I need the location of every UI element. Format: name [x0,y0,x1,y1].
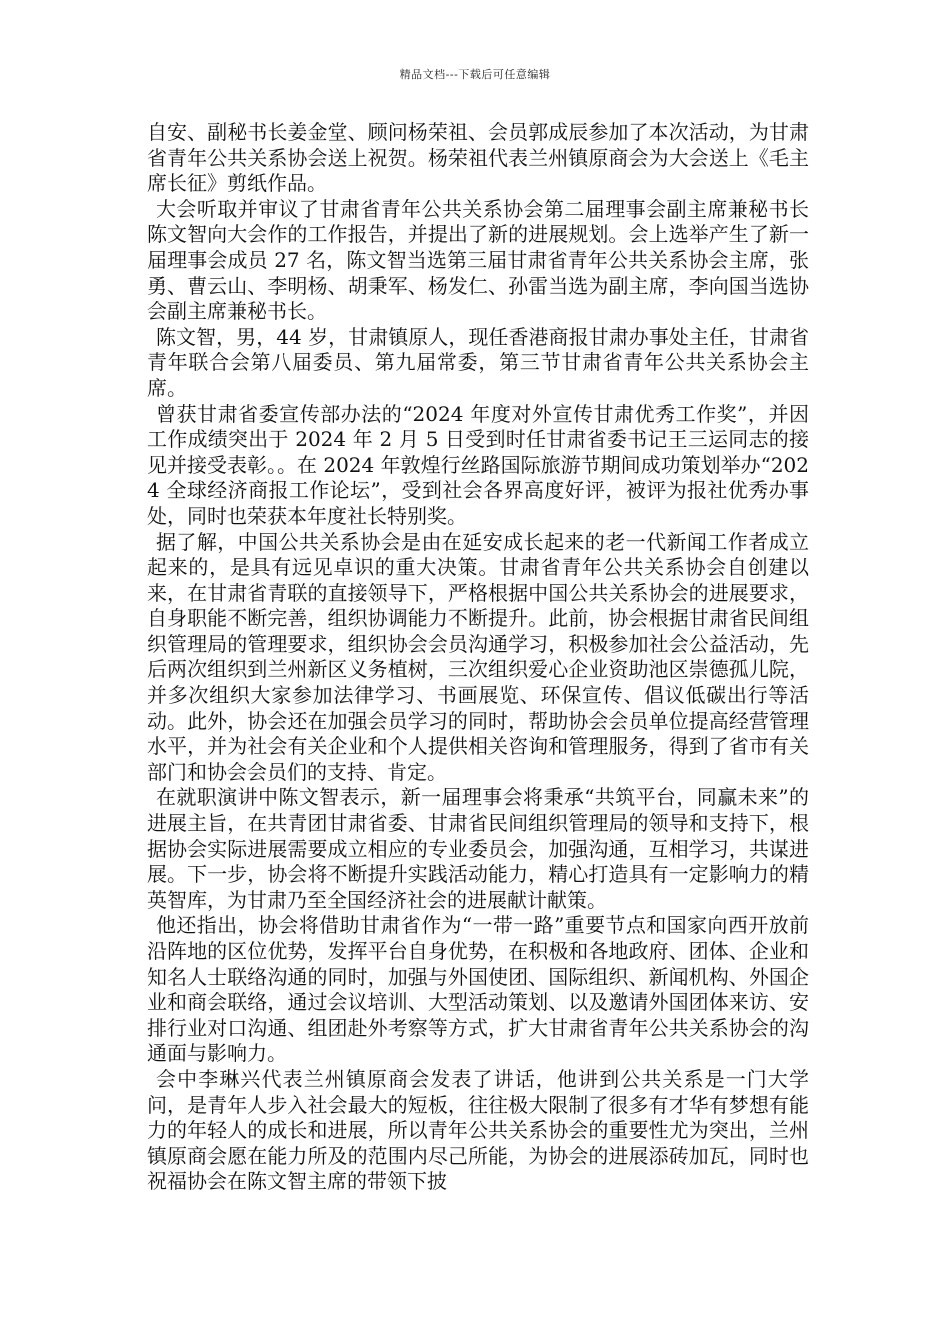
paragraph: 据了解，中国公共关系协会是由在延安成长起来的老一代新闻工作者成立起来的，是具有远见卓识的重大决策。甘肃省青年公共关系协会自创建以来，在甘肃省青联的直接领导下，严格根据中国公共关系协会的进展要求，自身职能不断完善，组织协调能力不断提升。此前，协会根据甘肃省民间组织管理局的管理要求，组织协会会员沟通学习，积极参加社会公益活动，先后两次组织到兰州新区义务植树，三次组织爱心企业资助池区崇德孤儿院，并多次组织大家参加法律学习、书画展览、环保宣传、倡议低碳出行等活动。此外，协会还在加强会员学习的同时，帮助协会会员单位提高经营管理水平，并为社会有关企业和个人提供相关咨询和管理服务，得到了省市有关部门和协会会员们的支持、肯定。 [147,529,809,784]
paragraph: 在就职演讲中陈文智表示，新一届理事会将秉承“共筑平台，同赢未来”的进展主旨，在共青团甘肃省委、甘肃省民间组织管理局的领导和支持下，根据协会实际进展需要成立相应的专业委员会，加强沟通，互相学习，共谋进展。下一步，协会将不断提升实践活动能力，精心打造具有一定影响力的精英智库，为甘肃乃至全国经济社会的进展献计献策。 [147,785,809,912]
paragraph: 陈文智，男，44 岁，甘肃镇原人，现任香港商报甘肃办事处主任，甘肃省青年联合会第八届委员、第九届常委，第三节甘肃省青年公共关系协会主席。 [147,324,809,400]
document-body [147,120,809,1195]
page-header: 精品文档---下载后可任意编辑 [399,68,551,81]
paragraph: 自安、副秘书长姜金堂、顾问杨荣祖、会员郭成辰参加了本次活动，为甘肃省青年公共关系协会送上祝贺。杨荣祖代表兰州镇原商会为大会送上《毛主席长征》剪纸作品。 [147,120,809,196]
paragraph: 会中李琳兴代表兰州镇原商会发表了讲话，他讲到公共关系是一门大学问，是青年人步入社会最大的短板，往往极大限制了很多有才华有梦想有能力的年轻人的成长和进展，所以青年公共关系协会的重要性尤为突出，兰州镇原商会愿在能力所及的范围内尽己所能，为协会的进展添砖加瓦，同时也祝福协会在陈文智主席的带领下披 [147,1066,809,1194]
paragraph: 曾获甘肃省委宣传部办法的“2024 年度对外宣传甘肃优秀工作奖”，并因工作成绩突出于 2024 年 2 月 5 日受到时任甘肃省委书记王三运同志的接见并接受表彰。。在 2024 年敦煌行丝路国际旅游节期间成功策划举办“2024 全球经济商报工作论坛”，受到社会各界高度好评，被评为报社优秀办事处，同时也荣获本年度社长特别奖。 [147,401,810,528]
paragraph: 大会听取并审议了甘肃省青年公共关系协会第二届理事会副主席兼秘书长陈文智向大会作的工作报告，并提出了新的进展规划。会上选举产生了新一届理事会成员 27 名，陈文智当选第三届甘肃省青年公共关系协会主席，张勇、曹云山、李明杨、胡秉军、杨发仁、孙雷当选为副主席，李向国当选协会副主席兼秘书长。 [147,196,809,324]
paragraph: 他还指出，协会将借助甘肃省作为“一带一路”重要节点和国家向西开放前沿阵地的区位优势，发挥平台自身优势，在积极和各地政府、团体、企业和知名人士联络沟通的同时，加强与外国使团、国际组织、新闻机构、外国企业和商会联络，通过会议培训、大型活动策划、以及邀请外国团体来访、安排行业对口沟通、组团赴外考察等方式，扩大甘肃省青年公共关系协会的沟通面与影响力。 [147,913,809,1066]
